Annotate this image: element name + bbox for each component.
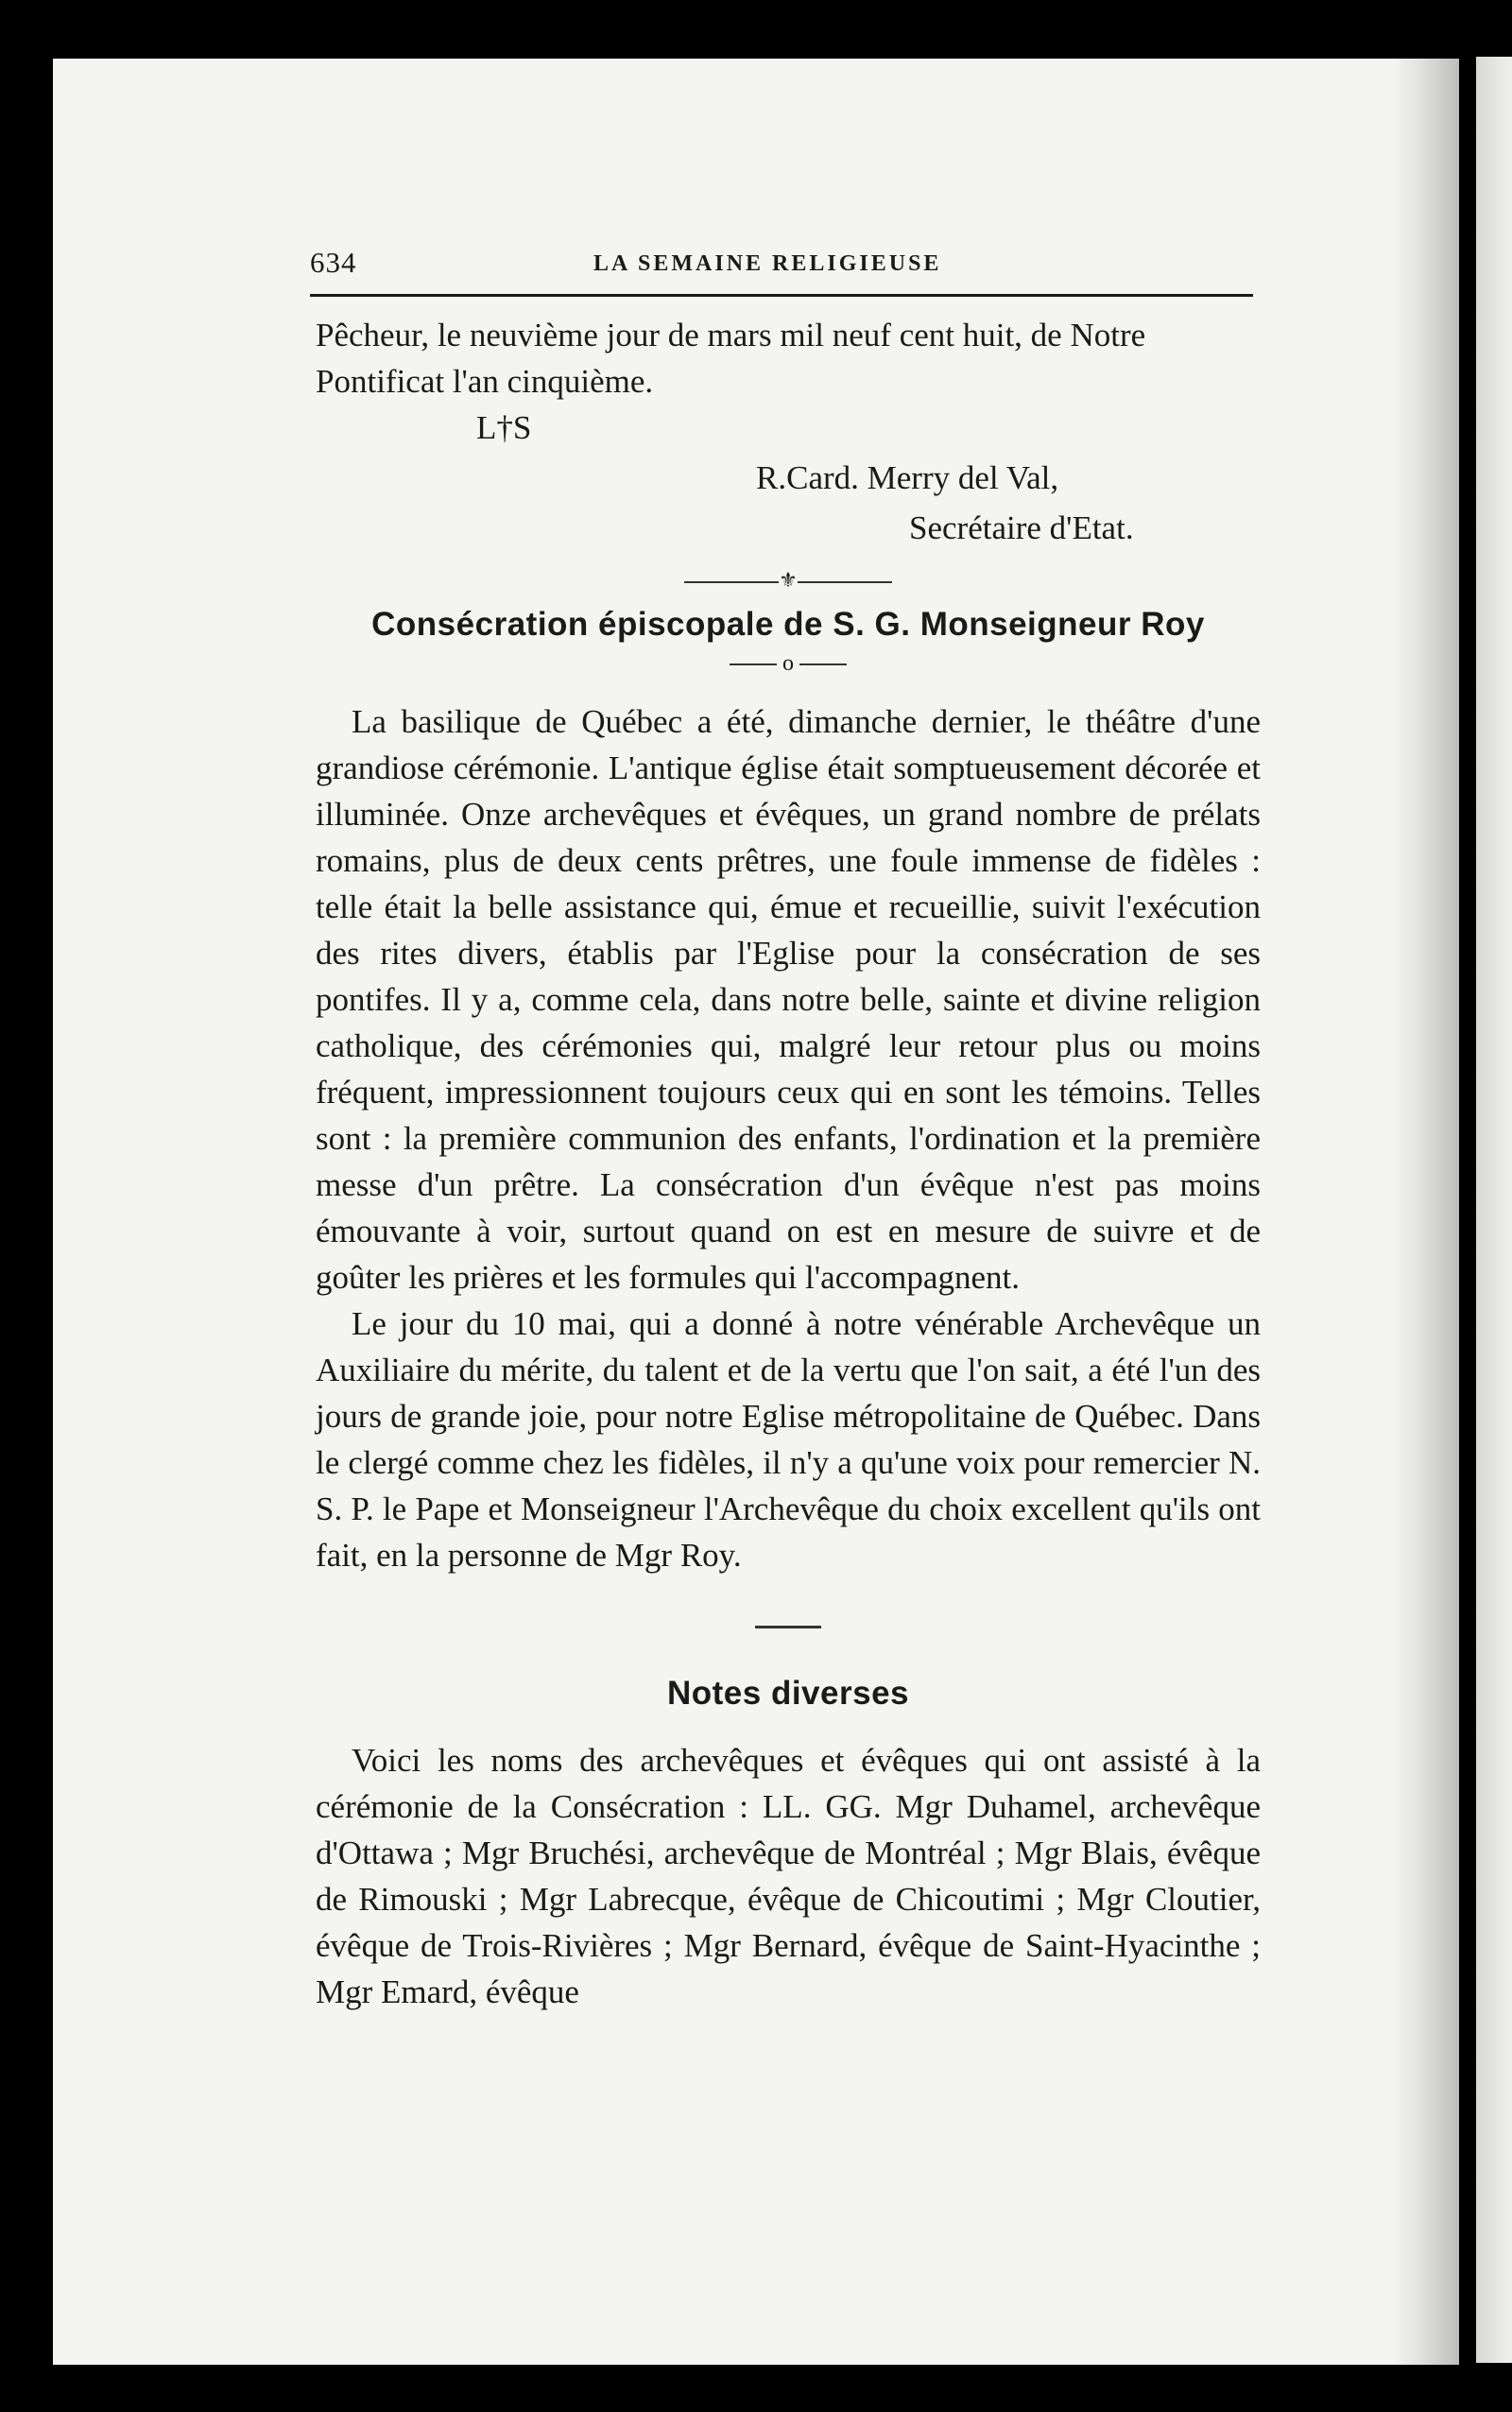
section-title-consecration: Consécration épiscopale de S. G. Monseigneur Roy (371, 606, 1205, 643)
fleuron-icon: ⚜ (779, 568, 798, 592)
section-title-notes: Notes diverses (666, 1675, 910, 1712)
page-content (316, 312, 1261, 2015)
signatory-name: R.Card. Merry del Val, (756, 459, 1059, 496)
page-curl-shadow (1393, 59, 1459, 2365)
intro-paragraph: Pêcheur, le neuvième jour de mars mil neuf cent huit, de Notre Pontificat l'an cinquième. (316, 317, 1146, 400)
sub-ornament (316, 647, 1261, 680)
journal-title: LA SEMAINE RELIGIEUSE (593, 251, 942, 276)
page-gutter (1459, 28, 1476, 2391)
signature-block (316, 405, 1261, 556)
body-paragraph: La basilique de Québec a été, dimanche dernier, le théâtre d'une grandiose cérémonie. L'antique église était somptueusement décorée et illuminée. Onze archevêques et évêques, un grand nombre de prélats romains, plus de deux cents prêtres, une foule immense de fidèles : telle était la belle assistance qui, émue et recueillie, suivit l'exécution des rites divers, établis par l'Eglise pour la consécration de ses pontifes. Il y a, comme cela, dans notre belle, sainte et divine religion catholique, des cérémonies qui, malgré leur retour plus ou moins fréquent, impressionnent toujours ceux qui en sont les témoins. Telles sont : la première communion des enfants, l'ordination et la première messe d'un prêtre. La consécration d'un évêque n'est pas moins émouvante à voir, surtout quand on est en mesure de suivre et de goûter les prières et les formules qui l'accompagnent. (316, 703, 1261, 1296)
page-number: 634 (310, 246, 357, 279)
body-paragraph: Le jour du 10 mai, qui a donné à notre vénérable Archevêque un Auxiliaire du mérite, du talent et de la vertu que l'on sait, a été l'un des jours de grande joie, pour notre Eglise métropolitaine de Québec. Dans le clergé comme chez les fidèles, il n'y a qu'une voix pour remercier N. S. P. le Pape et Monseigneur l'Archevêque du choix excellent qu'ils ont fait, en la personne de Mgr Roy. (316, 1305, 1261, 1574)
signatory-title: Secrétaire d'Etat. (909, 509, 1134, 546)
section-ornament (316, 561, 1261, 599)
facing-page-edge (1476, 57, 1512, 2363)
running-header (310, 246, 1253, 284)
section-divider (755, 1626, 821, 1628)
seal-mark: L†S (476, 409, 532, 446)
circle-ornament-icon: o (782, 651, 794, 676)
body-paragraph: Voici les noms des archevêques et évêques qui ont assisté à la cérémonie de la Consécration : LL. GG. Mgr Duhamel, archevêque d'Ottawa ; Mgr Bruchési, archevêque de Montréal ; Mgr Blais, évêque de Rimouski ; Mgr Labrecque, évêque de Chicoutimi ; Mgr Cloutier, évêque de Trois-Rivières ; Mgr Bernard, évêque de Saint-Hyacinthe ; Mgr Emard, évêque (316, 1742, 1261, 2010)
header-rule (310, 294, 1253, 297)
